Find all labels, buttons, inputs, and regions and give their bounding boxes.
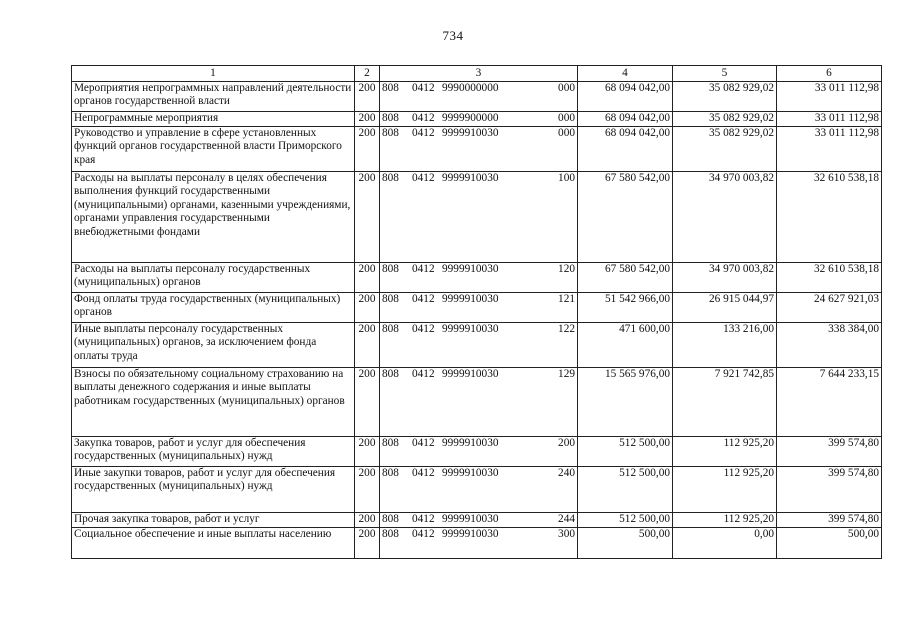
expense-name: Взносы по обязательному социальному страхованию на выплаты денежного содержания и иные выплаты работникам государственных (муниципальных) органов	[72, 368, 355, 437]
subsection-code: 0412	[412, 172, 435, 184]
classification-code	[380, 513, 578, 528]
target-article-code: 9990000000	[442, 82, 499, 94]
table-row	[72, 293, 882, 323]
grbs-code: 200	[355, 368, 380, 437]
subsection-code: 0412	[412, 467, 435, 479]
column-header: 6	[777, 66, 882, 82]
amount-col4: 68 094 042,00	[578, 82, 673, 112]
table-row	[72, 127, 882, 172]
amount-col6: 33 011 112,98	[777, 82, 882, 112]
section-code: 808	[382, 467, 399, 479]
table-row	[72, 112, 882, 127]
amount-col6: 7 644 233,15	[777, 368, 882, 437]
expense-type-code: 000	[558, 127, 575, 139]
classification-code	[380, 293, 578, 323]
column-header: 3	[380, 66, 578, 82]
target-article-code: 9999910030	[442, 172, 499, 184]
subsection-code: 0412	[412, 293, 435, 305]
subsection-code: 0412	[412, 82, 435, 94]
table-row	[72, 437, 882, 467]
table-row	[72, 368, 882, 437]
expense-type-code: 100	[558, 172, 575, 184]
amount-col5: 34 970 003,82	[673, 263, 777, 293]
target-article-code: 9999910030	[442, 437, 499, 449]
amount-col4: 500,00	[578, 528, 673, 559]
amount-col5: 35 082 929,02	[673, 127, 777, 172]
section-code: 808	[382, 513, 399, 525]
amount-col4: 512 500,00	[578, 467, 673, 513]
amount-col6: 33 011 112,98	[777, 127, 882, 172]
expense-name: Расходы на выплаты персоналу государственных (муниципальных) органов	[72, 263, 355, 293]
amount-col6: 399 574,80	[777, 467, 882, 513]
target-article-code: 9999910030	[442, 263, 499, 275]
table-row	[72, 528, 882, 559]
expense-type-code: 300	[558, 528, 575, 540]
amount-col4: 15 565 976,00	[578, 368, 673, 437]
expense-name: Иные закупки товаров, работ и услуг для обеспечения государственных (муниципальных) нужд	[72, 467, 355, 513]
amount-col6: 399 574,80	[777, 437, 882, 467]
expense-name: Руководство и управление в сфере установленных функций органов государственной власти Приморского края	[72, 127, 355, 172]
amount-col5: 35 082 929,02	[673, 82, 777, 112]
budget-table	[71, 65, 882, 559]
amount-col6: 500,00	[777, 528, 882, 559]
amount-col5: 133 216,00	[673, 323, 777, 368]
grbs-code: 200	[355, 323, 380, 368]
expense-type-code: 200	[558, 437, 575, 449]
table-row	[72, 323, 882, 368]
amount-col6: 338 384,00	[777, 323, 882, 368]
amount-col4: 67 580 542,00	[578, 172, 673, 263]
amount-col4: 67 580 542,00	[578, 263, 673, 293]
classification-code	[380, 112, 578, 127]
classification-code	[380, 467, 578, 513]
amount-col5: 112 925,20	[673, 437, 777, 467]
subsection-code: 0412	[412, 528, 435, 540]
classification-code	[380, 263, 578, 293]
expense-type-code: 244	[558, 513, 575, 525]
section-code: 808	[382, 127, 399, 139]
section-code: 808	[382, 528, 399, 540]
target-article-code: 9999910030	[442, 368, 499, 380]
column-header: 4	[578, 66, 673, 82]
page-number: 734	[442, 28, 464, 43]
amount-col4: 512 500,00	[578, 437, 673, 467]
expense-type-code: 000	[558, 112, 575, 124]
amount-col4: 512 500,00	[578, 513, 673, 528]
expense-name: Непрограммные мероприятия	[72, 112, 355, 127]
subsection-code: 0412	[412, 127, 435, 139]
amount-col5: 7 921 742,85	[673, 368, 777, 437]
column-header: 2	[355, 66, 380, 82]
column-header: 1	[72, 66, 355, 82]
classification-code	[380, 127, 578, 172]
target-article-code: 9999900000	[442, 112, 499, 124]
table-row	[72, 467, 882, 513]
grbs-code: 200	[355, 82, 380, 112]
expense-type-code: 240	[558, 467, 575, 479]
expense-name: Мероприятия непрограммных направлений деятельности органов государственной власти	[72, 82, 355, 112]
subsection-code: 0412	[412, 437, 435, 449]
section-code: 808	[382, 437, 399, 449]
expense-name: Иные выплаты персоналу государственных (муниципальных) органов, за исключением фонда оплаты труда	[72, 323, 355, 368]
table-header-row	[72, 66, 882, 82]
table-body	[72, 82, 882, 559]
classification-code	[380, 437, 578, 467]
amount-col6: 32 610 538,18	[777, 172, 882, 263]
section-code: 808	[382, 368, 399, 380]
column-header: 5	[673, 66, 777, 82]
section-code: 808	[382, 323, 399, 335]
section-code: 808	[382, 82, 399, 94]
classification-code	[380, 172, 578, 263]
expense-type-code: 000	[558, 82, 575, 94]
grbs-code: 200	[355, 172, 380, 263]
grbs-code: 200	[355, 112, 380, 127]
amount-col5: 112 925,20	[673, 467, 777, 513]
table-row	[72, 513, 882, 528]
expense-name: Социальное обеспечение и иные выплаты населению	[72, 528, 355, 559]
grbs-code: 200	[355, 467, 380, 513]
section-code: 808	[382, 293, 399, 305]
grbs-code: 200	[355, 528, 380, 559]
amount-col5: 0,00	[673, 528, 777, 559]
expense-name: Фонд оплаты труда государственных (муниципальных) органов	[72, 293, 355, 323]
target-article-code: 9999910030	[442, 293, 499, 305]
amount-col6: 399 574,80	[777, 513, 882, 528]
subsection-code: 0412	[412, 323, 435, 335]
amount-col4: 68 094 042,00	[578, 112, 673, 127]
grbs-code: 200	[355, 293, 380, 323]
classification-code	[380, 528, 578, 559]
subsection-code: 0412	[412, 112, 435, 124]
expense-name: Расходы на выплаты персоналу в целях обеспечения выполнения функций государственными (муниципальными) органами, казенными учреждениями, органами управления государственными внебюджетными фондами	[72, 172, 355, 263]
classification-code	[380, 368, 578, 437]
amount-col4: 68 094 042,00	[578, 127, 673, 172]
section-code: 808	[382, 172, 399, 184]
grbs-code: 200	[355, 127, 380, 172]
amount-col6: 32 610 538,18	[777, 263, 882, 293]
table-row	[72, 172, 882, 263]
expense-type-code: 129	[558, 368, 575, 380]
target-article-code: 9999910030	[442, 528, 499, 540]
section-code: 808	[382, 112, 399, 124]
expense-type-code: 120	[558, 263, 575, 275]
classification-code	[380, 323, 578, 368]
amount-col5: 34 970 003,82	[673, 172, 777, 263]
target-article-code: 9999910030	[442, 467, 499, 479]
expense-name: Прочая закупка товаров, работ и услуг	[72, 513, 355, 528]
target-article-code: 9999910030	[442, 127, 499, 139]
amount-col5: 112 925,20	[673, 513, 777, 528]
subsection-code: 0412	[412, 513, 435, 525]
amount-col4: 471 600,00	[578, 323, 673, 368]
table-row	[72, 82, 882, 112]
subsection-code: 0412	[412, 263, 435, 275]
expense-type-code: 122	[558, 323, 575, 335]
amount-col5: 26 915 044,97	[673, 293, 777, 323]
amount-col6: 24 627 921,03	[777, 293, 882, 323]
amount-col4: 51 542 966,00	[578, 293, 673, 323]
grbs-code: 200	[355, 263, 380, 293]
expense-name: Закупка товаров, работ и услуг для обеспечения государственных (муниципальных) нужд	[72, 437, 355, 467]
expense-type-code: 121	[558, 293, 575, 305]
subsection-code: 0412	[412, 368, 435, 380]
classification-code	[380, 82, 578, 112]
table-row	[72, 263, 882, 293]
amount-col6: 33 011 112,98	[777, 112, 882, 127]
section-code: 808	[382, 263, 399, 275]
target-article-code: 9999910030	[442, 513, 499, 525]
target-article-code: 9999910030	[442, 323, 499, 335]
grbs-code: 200	[355, 513, 380, 528]
amount-col5: 35 082 929,02	[673, 112, 777, 127]
grbs-code: 200	[355, 437, 380, 467]
